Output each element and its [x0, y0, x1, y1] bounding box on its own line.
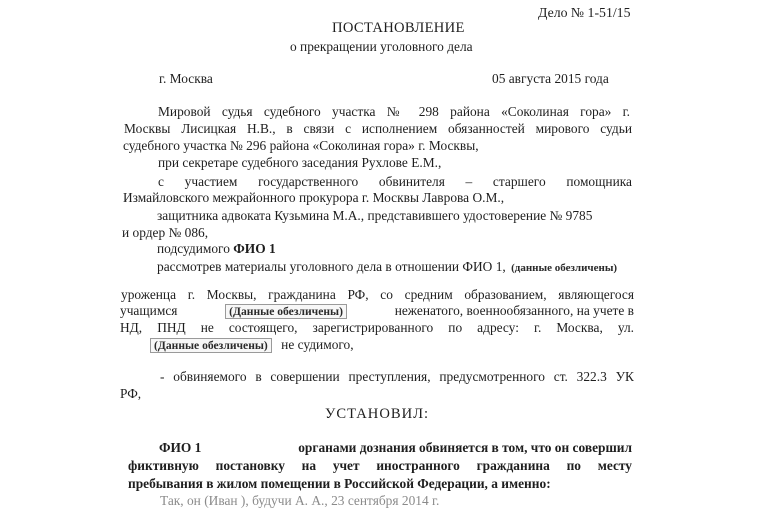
defendant-name: ФИО 1	[159, 440, 202, 455]
body-line-12	[120, 303, 634, 319]
body-line-13: НД, ПНД не состоящего, зарегистрированного по адресу: г. Москва, ул.	[120, 320, 634, 335]
accusation-text: органами дознания обвиняется в том, что он совершил	[298, 440, 632, 455]
body-line-9	[157, 241, 276, 257]
occupation-text: учащимся	[120, 303, 178, 318]
redacted-data: (Данные обезличены)	[225, 304, 347, 319]
defendant-name: ФИО 1	[233, 241, 276, 256]
body-line-17	[159, 440, 632, 456]
body-line-5: с участием государственного обвинителя – старшего помощника	[158, 174, 632, 189]
body-line-18: фиктивную постановку на учет иностранного гражданина по месту	[128, 458, 632, 473]
case-number: Дело № 1-51/15	[538, 5, 631, 20]
document-title: ПОСТАНОВЛЕНИЕ	[332, 20, 465, 36]
body-line-8: и ордер № 086,	[122, 225, 209, 240]
redacted-data: (Данные обезличены)	[150, 338, 272, 353]
document-subtitle: о прекращении уголовного дела	[290, 39, 473, 54]
status-text: неженатого, военнообязанного, на учете в	[394, 303, 634, 318]
body-line-4: при секретаре судебного заседания Рухлове Е.М.,	[158, 155, 442, 170]
body-line-11: уроженца г. Москвы, гражданина РФ, со средним образованием, являющегося	[121, 287, 634, 302]
body-line-15: - обвиняемого в совершении преступления, предусмотренного ст. 322.3 УК	[160, 369, 634, 384]
body-line-1: Мировой судья судебного участка № 298 района «Соколиная гора» г.	[158, 104, 630, 119]
defendant-label: подсудимого	[157, 241, 230, 256]
redacted-data: (данные обезличены)	[511, 262, 618, 274]
body-line-16: РФ,	[120, 386, 142, 401]
body-line-7: защитника адвоката Кузьмина М.А., представившего удостоверение № 9785	[157, 208, 593, 223]
body-line-19: пребывания в жилом помещении в Российской Федерации, а именно:	[128, 476, 551, 491]
body-line-3: судебного участка № 296 района «Соколиная гора» г. Москвы,	[123, 138, 479, 153]
city: г. Москва	[159, 71, 213, 86]
criminal-record-text: не судимого,	[281, 337, 354, 352]
review-text: рассмотрев материалы уголовного дела в отношении ФИО 1,	[157, 259, 506, 274]
body-line-2: Москвы Лисицкая Н.В., в связи с исполнением обязанностей мирового судьи	[124, 121, 632, 136]
section-heading: УСТАНОВИЛ:	[325, 406, 430, 422]
body-line-10	[157, 259, 619, 275]
body-line-6: Измайловского межрайонного прокурора г. Москвы Лаврова О.М.,	[123, 190, 505, 205]
body-line-14	[150, 337, 354, 353]
body-line-20: Так, он (Иван ), будучи А. А., 23 сентября 2014 г.	[160, 493, 440, 508]
document-date: 05 августа 2015 года	[492, 71, 609, 86]
